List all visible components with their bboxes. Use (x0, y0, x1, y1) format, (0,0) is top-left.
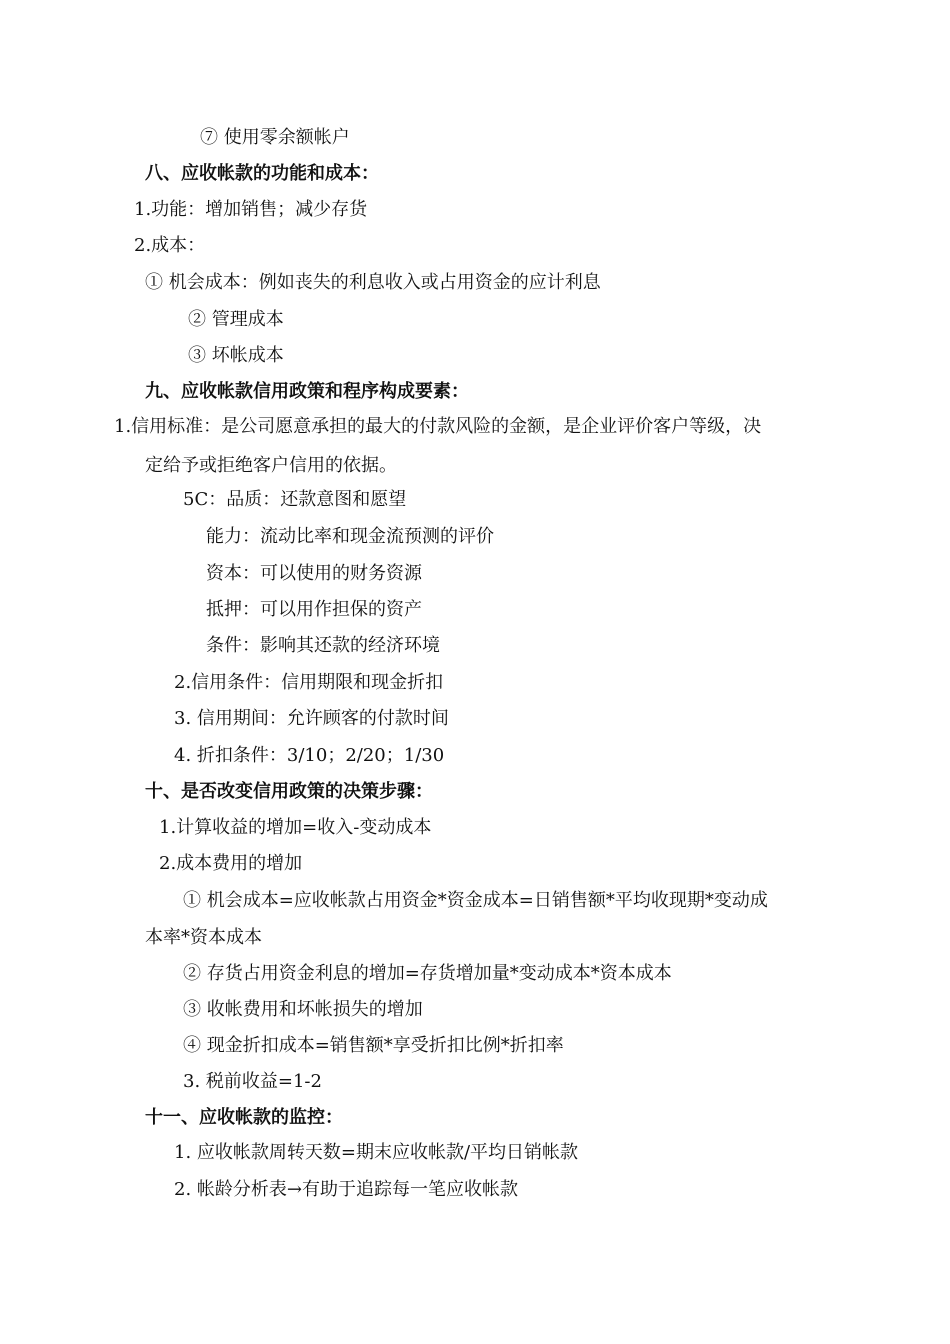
list-item-bad-debt-cost: ③ 坏帐成本 (188, 345, 284, 366)
list-item-management-cost: ② 管理成本 (188, 309, 284, 330)
section-heading-10: 十、是否改变信用政策的决策步骤： (145, 781, 433, 802)
list-item-discount-terms: 4. 折扣条件：3/10；2/20；1/30 (174, 745, 445, 766)
list-item-function: 1.功能：增加销售；减少存货 (134, 199, 368, 220)
list-item-revenue-increase: 1.计算收益的增加=收入-变动成本 (159, 817, 432, 838)
list-item-5c-capital: 资本：可以使用的财务资源 (206, 563, 422, 584)
list-item-cash-discount-cost: ④ 现金折扣成本=销售额*享受折扣比例*折扣率 (183, 1035, 564, 1056)
list-item-zero-balance-account: ⑦ 使用零余额帐户 (200, 127, 350, 148)
list-item-5c-conditions: 条件：影响其还款的经济环境 (206, 635, 440, 656)
paragraph-credit-standard: 1.信用标准：是公司愿意承担的最大的付款风险的金额，是企业评价客户等级，决 (114, 416, 762, 437)
list-item-turnover-days: 1. 应收帐款周转天数=期末应收帐款/平均日销帐款 (174, 1142, 579, 1163)
section-heading-8: 八、应收帐款的功能和成本： (145, 163, 379, 184)
section-heading-9: 九、应收帐款信用政策和程序构成要素： (145, 381, 469, 402)
list-item-credit-period: 3. 信用期间：允许顾客的付款时间 (174, 708, 449, 729)
list-item-5c-collateral: 抵押：可以用作担保的资产 (206, 599, 422, 620)
list-item-cost: 2.成本： (134, 235, 206, 256)
list-item-aging-schedule: 2. 帐龄分析表→有助于追踪每一笔应收帐款 (174, 1179, 518, 1200)
paragraph-credit-standard-cont: 定给予或拒绝客户信用的依据。 (145, 455, 397, 476)
list-item-opportunity-cost: ① 机会成本：例如丧失的利息收入或占用资金的应计利息 (145, 272, 601, 293)
list-item-cost-increase: 2.成本费用的增加 (159, 853, 303, 874)
section-heading-11: 十一、应收帐款的监控： (145, 1107, 343, 1128)
list-item-5c-capacity: 能力：流动比率和现金流预测的评价 (206, 526, 494, 547)
list-item-collection-cost: ③ 收帐费用和坏帐损失的增加 (183, 999, 423, 1020)
list-item-inventory-interest: ② 存货占用资金利息的增加=存货增加量*变动成本*资本成本 (183, 963, 672, 984)
list-item-credit-terms: 2.信用条件：信用期限和现金折扣 (174, 672, 444, 693)
list-item-5c-quality: 5C：品质：还款意图和愿望 (183, 489, 407, 510)
list-item-pretax-income: 3. 税前收益=1-2 (183, 1071, 322, 1092)
list-item-opportunity-cost-formula: ① 机会成本=应收帐款占用资金*资金成本=日销售额*平均收现期*变动成 (183, 890, 768, 911)
list-item-opportunity-cost-formula-cont: 本率*资本成本 (145, 927, 262, 948)
